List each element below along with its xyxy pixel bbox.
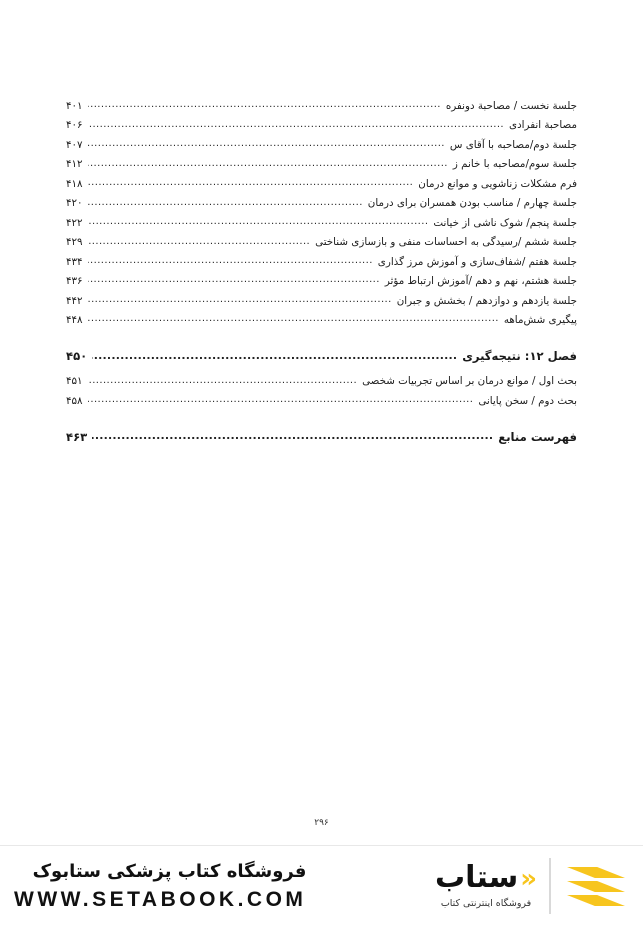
toc-entry bbox=[66, 275, 577, 288]
toc-entry-title: پیگیری شش‌ماهه bbox=[503, 313, 577, 326]
chevron-logo-icon bbox=[563, 861, 629, 911]
setabook-logo bbox=[435, 860, 537, 909]
toc-leader bbox=[88, 379, 357, 385]
toc-leader bbox=[88, 318, 499, 324]
toc-entry-title: فرم مشکلات زناشویی و موانع درمان bbox=[418, 177, 577, 190]
footer-banner bbox=[0, 845, 643, 926]
toc-entry-title: جلسة چهارم / مناسب بودن همسران برای درمان bbox=[367, 197, 577, 210]
toc-entry-page: ۴۳۴ bbox=[66, 255, 83, 268]
toc-entry bbox=[66, 375, 577, 388]
toc-entry-page: ۴۱۲ bbox=[66, 158, 83, 171]
toc-entry-title: جلسة یازدهم و دوازدهم / بخشش و جبران bbox=[396, 294, 577, 307]
toc-entry-page: ۴۴۲ bbox=[66, 294, 83, 307]
toc-entry-page: ۴۵۰ bbox=[66, 348, 88, 363]
table-of-contents bbox=[66, 100, 577, 456]
toc-entry-title: فهرست منابع bbox=[498, 429, 577, 444]
toc-entry bbox=[66, 295, 577, 308]
toc-leader bbox=[88, 221, 429, 227]
toc-entry-page: ۴۵۱ bbox=[66, 375, 83, 388]
toc-entry-page: ۴۰۶ bbox=[66, 119, 83, 132]
toc-entry-title: جلسة پنجم/ شوک ناشی از خیانت bbox=[433, 216, 577, 229]
toc-entry-page: ۴۳۶ bbox=[66, 275, 83, 288]
toc-entry bbox=[66, 100, 577, 113]
toc-entry-page: ۴۲۲ bbox=[66, 216, 83, 229]
toc-entry-title: بحث اول / موانع درمان بر اساس تجربیات شخصی bbox=[362, 375, 577, 388]
toc-entry-title: جلسة هشتم، نهم و دهم /آموزش ارتباط مؤثر bbox=[384, 275, 577, 288]
toc-leader bbox=[88, 201, 363, 207]
toc-leader bbox=[92, 354, 457, 360]
toc-entry bbox=[66, 139, 577, 152]
toc-chapter-entry bbox=[66, 430, 577, 444]
setabook-logo-subtitle: فروشگاه اینترنتی کتاب bbox=[440, 898, 532, 909]
toc-leader bbox=[88, 143, 445, 149]
toc-entry-page: ۴۲۹ bbox=[66, 236, 83, 249]
toc-entry bbox=[66, 314, 577, 327]
toc-entry-title: بحث دوم / سخن پایانی bbox=[478, 394, 577, 407]
toc-entry-title: جلسة هفتم /شفاف‌سازی و آموزش مرز گذاری bbox=[377, 255, 577, 268]
toc-entry-page: ۴۴۸ bbox=[66, 313, 83, 326]
toc-entry-title: مصاحبة انفرادی bbox=[509, 119, 577, 132]
toc-entry bbox=[66, 158, 577, 171]
toc-leader bbox=[88, 123, 504, 129]
toc-entry bbox=[66, 256, 577, 269]
toc-entry-title: جلسة ششم /رسیدگی به احساسات منفی و بازسازی شناختی bbox=[315, 236, 577, 249]
toc-entry-title: جلسة دوم/مصاحبه با آقای س bbox=[449, 138, 577, 151]
toc-leader bbox=[88, 182, 414, 188]
toc-entry-page: ۴۲۰ bbox=[66, 197, 83, 210]
toc-entry-title: فصل ۱۲: نتیجه‌گیری bbox=[462, 348, 577, 363]
toc-leader bbox=[92, 435, 493, 441]
toc-entry bbox=[66, 217, 577, 230]
footer-divider bbox=[549, 858, 551, 914]
footer-brand-name: فروشگاه کتاب پزشکی ستابوک bbox=[32, 860, 307, 882]
toc-entry-page: ۴۶۳ bbox=[66, 429, 88, 444]
toc-leader bbox=[88, 259, 373, 265]
toc-leader bbox=[88, 162, 448, 168]
toc-entry-page: ۴۱۸ bbox=[66, 177, 83, 190]
toc-entry-page: ۴۰۱ bbox=[66, 100, 83, 112]
toc-leader bbox=[88, 104, 441, 110]
footer-brand-url: WWW.SETABOOK.COM bbox=[14, 887, 307, 911]
toc-entry bbox=[66, 178, 577, 191]
toc-entry bbox=[66, 395, 577, 408]
page-folio-number: ۲۹۶ bbox=[314, 818, 329, 828]
footer-brand-text bbox=[14, 861, 310, 912]
toc-entry bbox=[66, 236, 577, 249]
toc-leader bbox=[88, 298, 392, 304]
toc-entry bbox=[66, 119, 577, 132]
toc-entry-page: ۴۵۸ bbox=[66, 394, 83, 407]
toc-leader bbox=[88, 240, 311, 246]
setabook-logo-word: ستاب bbox=[435, 860, 519, 895]
toc-chapter-entry bbox=[66, 349, 577, 363]
footer-logo-group bbox=[435, 858, 629, 914]
toc-entry-title: جلسة سوم/مصاحبه با خانم ز bbox=[452, 158, 577, 171]
toc-entry bbox=[66, 197, 577, 210]
toc-entry-page: ۴۰۷ bbox=[66, 138, 83, 151]
toc-leader bbox=[88, 279, 380, 285]
toc-leader bbox=[88, 399, 474, 405]
double-chevron-icon: « bbox=[520, 863, 537, 894]
toc-entry-title: جلسة نخست / مصاحبة دونفره bbox=[445, 100, 577, 112]
